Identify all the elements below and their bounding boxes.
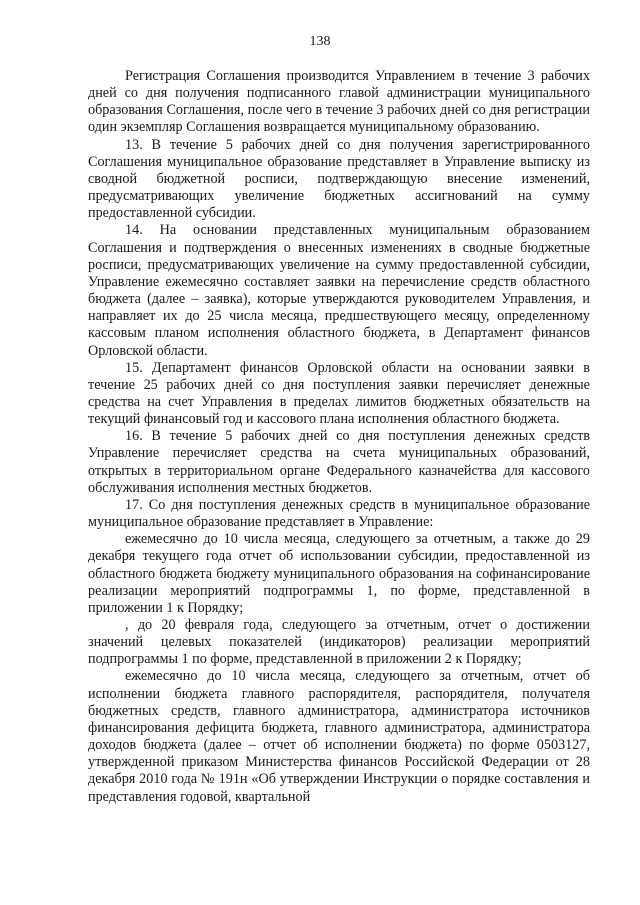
paragraph-17: 17. Со дня поступления денежных средств в муниципальное образование муниципальное образование представляет в Управление:	[88, 496, 590, 531]
paragraph-registration: Регистрация Соглашения производится Управлением в течение 3 рабочих дней со дня получения подписанного главой администрации муниципального образования Соглашения, после чего в течение 3 рабочих дней со дня регистрации один экземпляр Соглашения возвращается муниципальному образованию.	[88, 68, 590, 136]
document-body	[88, 68, 590, 806]
paragraph-14: 14. На основании представленных муниципальным образованием Соглашения и подтверждения о внесенных изменениях в сводные бюджетные росписи, предусматривающих увеличение на сумму предоставленной субсидии, Управление ежемесячно составляет заявки на перечисление средств областного бюджета (далее – заявка), которые утверждаются руководителем Управления, и направляет их до 25 числа месяца, предшествующего месяцу, определенному кассовым планом исполнения областного бюджета, в Департамент финансов Орловской области.	[88, 222, 590, 359]
paragraph-13: 13. В течение 5 рабочих дней со дня получения зарегистрированного Соглашения муниципальное образование представляет в Управление выписку из сводной бюджетной росписи, подтверждающую внесение изменений, предусматривающих увеличение бюджетных ассигнований на сумму предоставленной субсидии.	[88, 136, 590, 222]
paragraph-17-item-3: ежемесячно до 10 числа месяца, следующего за отчетным, отчет об исполнении бюджета главного распорядителя, распорядителя, получателя бюджетных средств, главного администратора, администратора источников финансирования дефицита бюджета, главного администратора, администратора доходов бюджета (далее – отчет об исполнении бюджета) по форме 0503127, утвержденной приказом Министерства финансов Российской Федерации от 28 декабря 2010 года № 191н «Об утверждении Инструкции о порядке составления и представления годовой, квартальной	[88, 668, 590, 805]
paragraph-17-item-1: ежемесячно до 10 числа месяца, следующего за отчетным, а также до 29 декабря текущего года отчет об использовании субсидии, предоставленной из областного бюджета бюджету муниципального образования на софинансирование реализации мероприятий подпрограммы 1, по форме, представленной в приложении 1 к Порядку;	[88, 531, 590, 616]
page-number: 138	[309, 34, 331, 49]
paragraph-17-item-2: , до 20 февраля года, следующего за отчетным, отчет о достижении значений целевых показателей (индикаторов) реализации мероприятий подпрограммы 1 по форме, представленной в приложении 2 к Порядку;	[88, 617, 590, 668]
paragraph-16: 16. В течение 5 рабочих дней со дня поступления денежных средств Управление перечисляет средства на счета муниципальных образований, открытых в территориальном органе Федерального казначейства для кассового обслуживания исполнения местных бюджетов.	[88, 428, 590, 496]
paragraph-15: 15. Департамент финансов Орловской области на основании заявки в течение 25 рабочих дней со дня поступления заявки перечисляет денежные средства на счет Управления в пределах лимитов бюджетных обязательств на текущий финансовый год и кассового плана исполнения областного бюджета.	[88, 359, 590, 428]
